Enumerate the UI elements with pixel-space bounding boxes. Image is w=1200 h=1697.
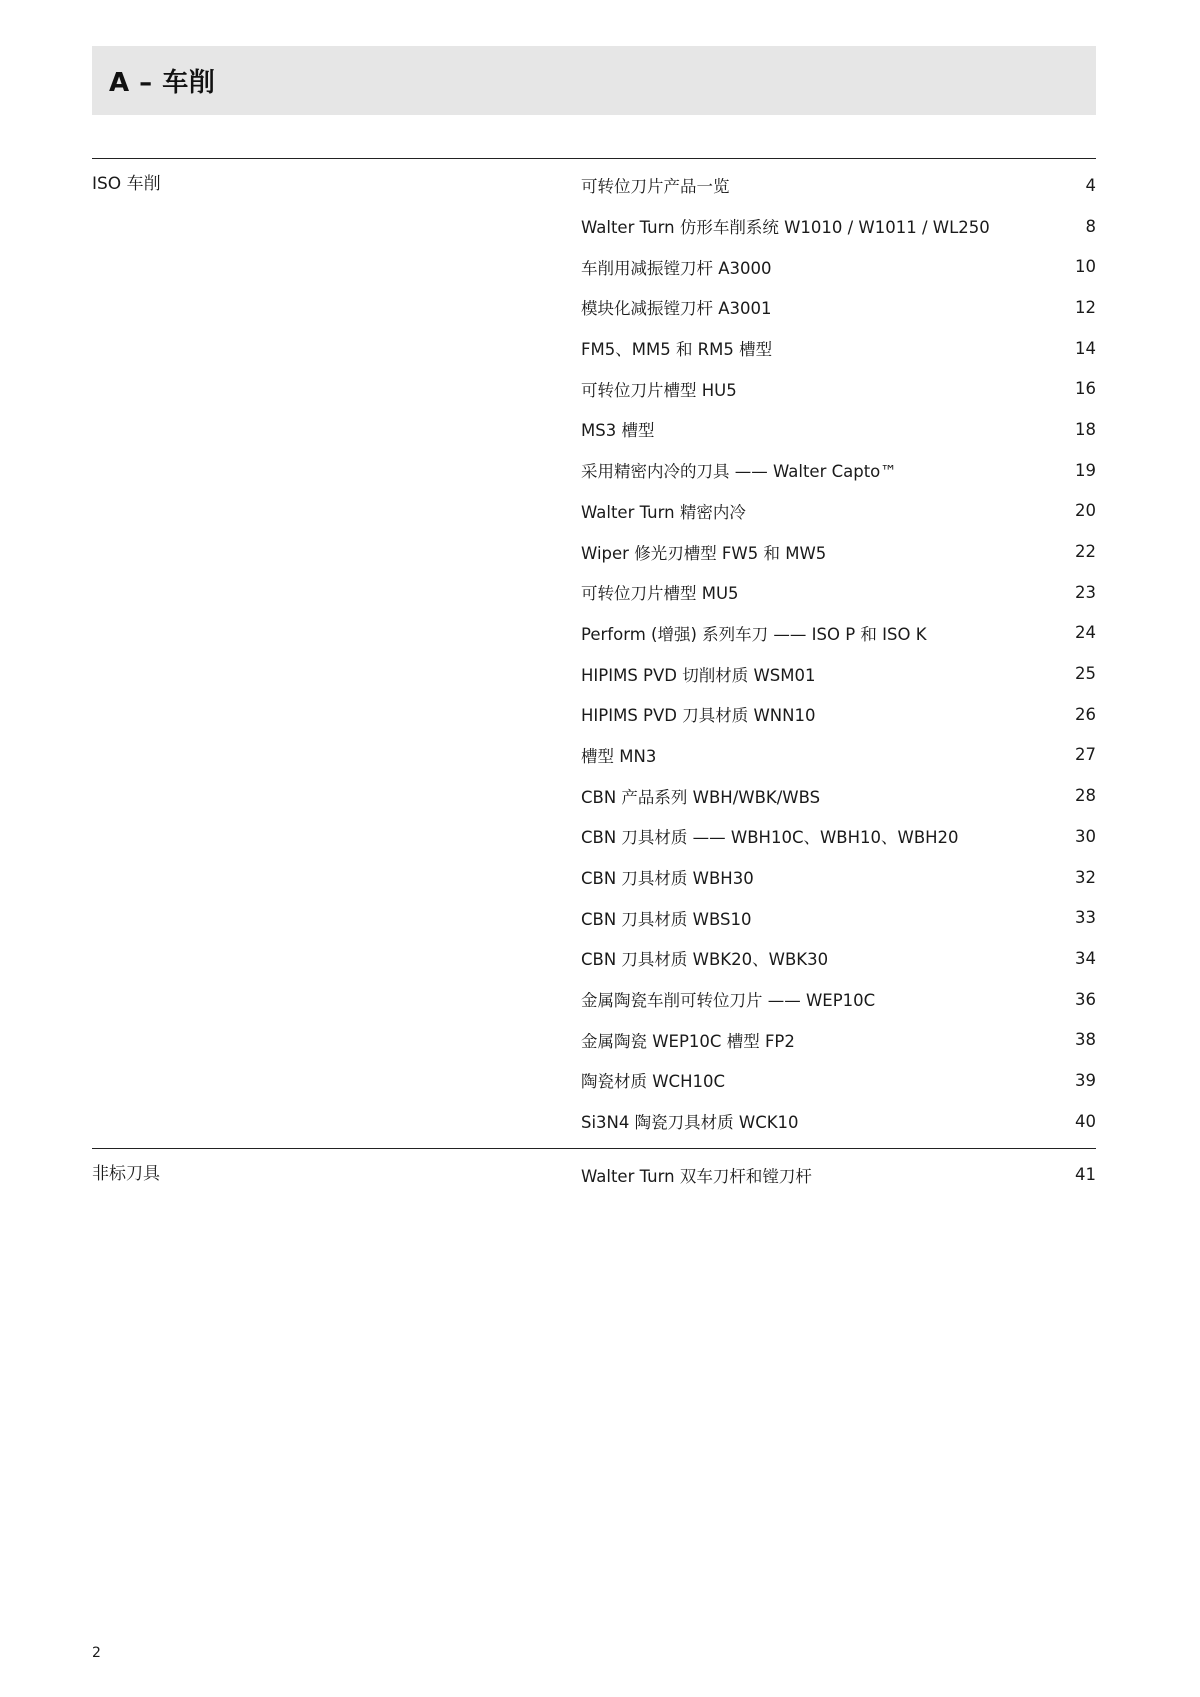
toc-entry-page: 34 [1075,948,1096,968]
toc-entry-title: HIPIMS PVD 刀具材质 WNN10 [581,706,816,726]
toc-entry[interactable] [581,897,1096,938]
toc-entry-page: 18 [1075,419,1096,439]
toc-entry[interactable] [581,816,1096,857]
toc-entry-page: 27 [1075,745,1096,765]
toc-entry-page: 12 [1075,297,1096,317]
toc-entry[interactable] [581,409,1096,450]
toc-entry[interactable] [581,857,1096,898]
toc-entry[interactable] [581,491,1096,532]
toc-entry-title: Walter Turn 双车刀杆和镗刀杆 [581,1166,812,1186]
toc-entry-title: Perform (增强) 系列车刀 —— ISO P 和 ISO K [581,624,927,644]
toc-entry[interactable] [581,1101,1096,1142]
section-label: ISO 车削 [92,174,161,194]
toc-entry-title: CBN 产品系列 WBH/WBK/WBS [581,787,821,807]
toc-entry[interactable] [581,775,1096,816]
toc-entry-page: 41 [1075,1165,1096,1185]
toc-entry-title: 车削用减振镗刀杆 A3000 [581,258,772,278]
toc-section [92,158,1096,1148]
toc-entry[interactable] [581,938,1096,979]
page-number: 2 [92,1645,101,1661]
toc-entry-page: 16 [1075,379,1096,399]
toc-entry-page: 8 [1085,216,1096,236]
toc-entry-title: 可转位刀片槽型 MU5 [581,584,739,604]
toc-entry[interactable] [581,694,1096,735]
toc-entry-page: 23 [1075,582,1096,602]
toc-entry-page: 39 [1075,1070,1096,1090]
toc-entry-page: 22 [1075,542,1096,562]
toc-entry-title: 采用精密内冷的刀具 —— Walter Capto™ [581,462,897,482]
toc-entry-title: CBN 刀具材质 WBS10 [581,909,752,929]
toc-entry-title: MS3 槽型 [581,421,655,441]
toc-entry[interactable] [581,531,1096,572]
toc-entry-title: FM5、MM5 和 RM5 槽型 [581,340,773,360]
toc-entry[interactable] [581,1060,1096,1101]
toc-entry-page: 26 [1075,704,1096,724]
chapter-title: A – 车削 [109,68,216,98]
toc-entry-page: 33 [1075,908,1096,928]
toc-entry-page: 38 [1075,1030,1096,1050]
toc-entry-page: 30 [1075,826,1096,846]
table-of-contents [92,158,1096,1201]
toc-entry[interactable] [581,287,1096,328]
toc-entry[interactable] [581,450,1096,491]
toc-entry[interactable] [581,1155,1096,1196]
toc-entry[interactable] [581,572,1096,613]
toc-entry-page: 32 [1075,867,1096,887]
toc-entry-title: Walter Turn 仿形车削系统 W1010 / W1011 / WL250 [581,218,990,238]
toc-entry-title: 可转位刀片产品一览 [581,177,730,197]
toc-entry-title: 金属陶瓷 WEP10C 槽型 FP2 [581,1031,795,1051]
toc-entry[interactable] [581,613,1096,654]
toc-entry-title: CBN 刀具材质 WBH30 [581,869,754,889]
toc-entry-title: Wiper 修光刃槽型 FW5 和 MW5 [581,543,827,563]
toc-entry[interactable] [581,979,1096,1020]
toc-entry-page: 28 [1075,786,1096,806]
toc-entry-page: 40 [1075,1111,1096,1131]
toc-entry-title: CBN 刀具材质 WBK20、WBK30 [581,950,829,970]
toc-entry-page: 4 [1085,175,1096,195]
toc-entry[interactable] [581,206,1096,247]
toc-entry-title: 金属陶瓷车削可转位刀片 —— WEP10C [581,991,876,1011]
toc-entry-page: 36 [1075,989,1096,1009]
toc-entry-title: 模块化减振镗刀杆 A3001 [581,299,772,319]
toc-entry[interactable] [581,735,1096,776]
toc-entry-page: 20 [1075,501,1096,521]
toc-entry[interactable] [581,653,1096,694]
toc-entry-title: Walter Turn 精密内冷 [581,502,746,522]
toc-entry-page: 24 [1075,623,1096,643]
toc-entry-title: 槽型 MN3 [581,746,657,766]
toc-entry-page: 10 [1075,257,1096,277]
toc-entry-title: 可转位刀片槽型 HU5 [581,380,737,400]
toc-entry-page: 14 [1075,338,1096,358]
toc-entry-title: CBN 刀具材质 —— WBH10C、WBH10、WBH20 [581,828,959,848]
toc-entry[interactable] [581,165,1096,206]
toc-entry[interactable] [581,328,1096,369]
toc-entry-page: 19 [1075,460,1096,480]
toc-section [92,1148,1096,1202]
toc-entry[interactable] [581,368,1096,409]
section-entries [581,159,1096,1148]
toc-entry-title: HIPIMS PVD 切削材质 WSM01 [581,665,816,685]
chapter-header [92,46,1096,115]
toc-entry-title: Si3N4 陶瓷刀具材质 WCK10 [581,1113,799,1133]
toc-entry-page: 25 [1075,664,1096,684]
section-label: 非标刀具 [92,1163,160,1184]
toc-entry[interactable] [581,1019,1096,1060]
toc-entry[interactable] [581,246,1096,287]
toc-entry-title: 陶瓷材质 WCH10C [581,1072,726,1092]
section-entries [581,1149,1096,1202]
